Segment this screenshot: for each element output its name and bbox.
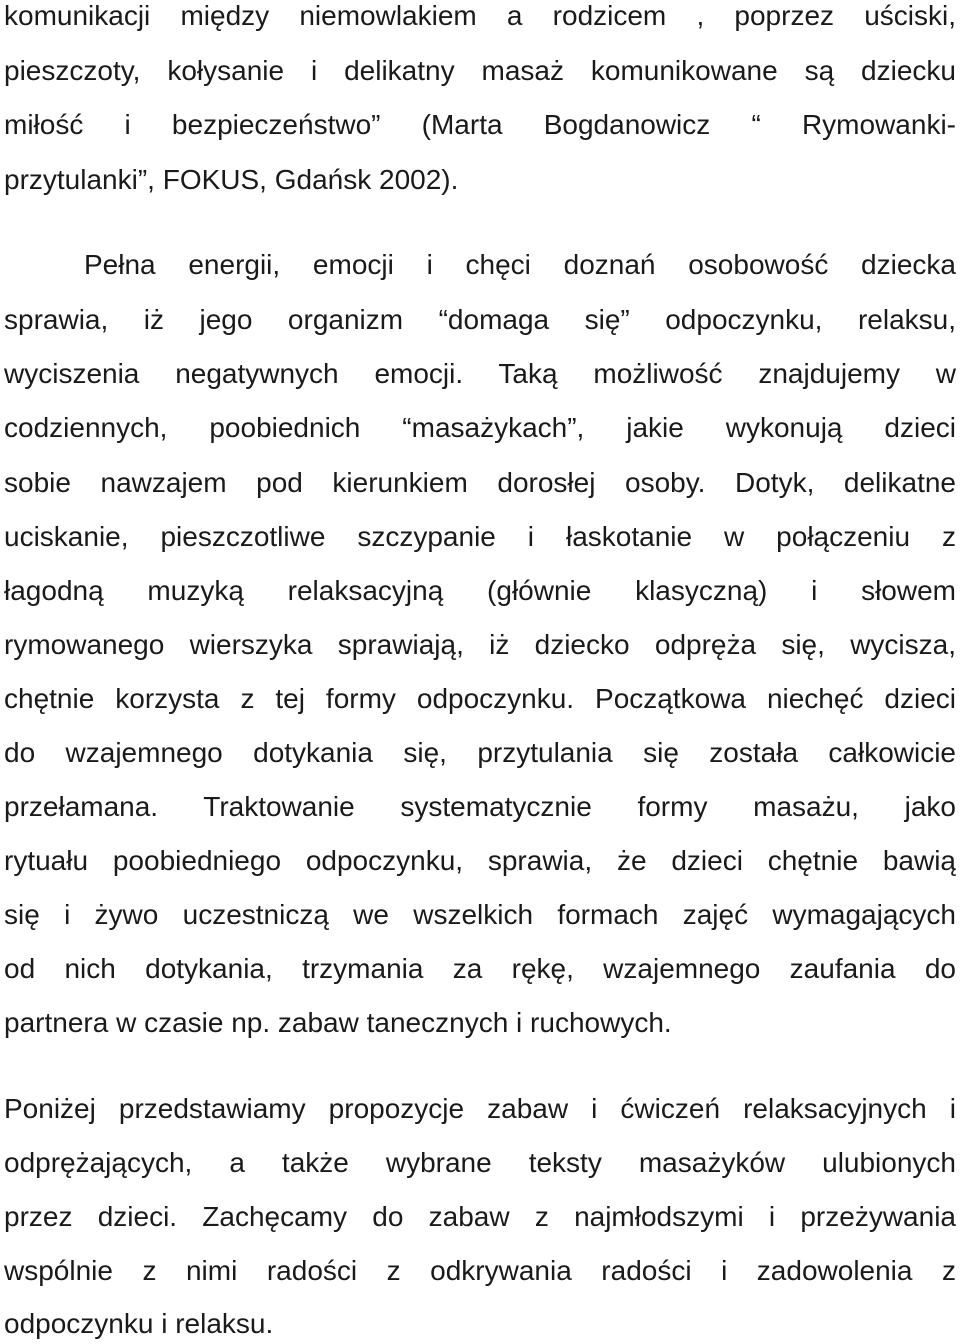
paragraph-2-line-2: sprawia, iż jego organizm “domaga się” odpoczynku, relaksu, — [4, 304, 956, 335]
paragraph-2-line-12: rytuału poobiedniego odpoczynku, sprawia, że dzieci chętnie bawią — [4, 845, 956, 876]
paragraph-2-line-5: sobie nawzajem pod kierunkiem dorosłej osoby. Dotyk, delikatne — [4, 467, 956, 498]
paragraph-2-line-6: uciskanie, pieszczotliwe szczypanie i łaskotanie w połączeniu z — [4, 521, 956, 552]
paragraph-1-line-3: miłość i bezpieczeństwo” (Marta Bogdanowicz “ Rymowanki- — [4, 109, 956, 140]
paragraph-2-line-7: łagodną muzyką relaksacyjną (głównie klasyczną) i słowem — [4, 575, 956, 606]
paragraph-3-line-1: Poniżej przedstawiamy propozycje zabaw i ćwiczeń relaksacyjnych i — [4, 1093, 956, 1124]
paragraph-2-line-11: przełamana. Traktowanie systematycznie formy masażu, jako — [4, 791, 956, 822]
paragraph-2-line-15: partnera w czasie np. zabaw tanecznych i ruchowych. — [4, 1007, 672, 1038]
paragraph-2-line-4: codziennych, poobiednich “masażykach”, jakie wykonują dzieci — [4, 412, 956, 443]
paragraph-2-line-13: się i żywo uczestniczą we wszelkich formach zajęć wymagających — [4, 899, 956, 930]
paragraph-3-line-5: odpoczynku i relaksu. — [4, 1308, 274, 1339]
paragraph-2-line-8: rymowanego wierszyka sprawiają, iż dziecko odpręża się, wycisza, — [4, 629, 956, 660]
paragraph-1-line-4: przytulanki”, FOKUS, Gdańsk 2002). — [4, 164, 459, 195]
paragraph-2-line-10: do wzajemnego dotykania się, przytulania się została całkowicie — [4, 737, 956, 768]
paragraph-3-line-2: odprężających, a także wybrane teksty masażyków ulubionych — [4, 1147, 956, 1178]
paragraph-2-line-14: od nich dotykania, trzymania za rękę, wzajemnego zaufania do — [4, 953, 956, 984]
paragraph-1-line-1: komunikacji między niemowlakiem a rodzicem , poprzez uściski, — [4, 0, 956, 31]
paragraph-2-line-3: wyciszenia negatywnych emocji. Taką możliwość znajdujemy w — [4, 358, 956, 389]
paragraph-3-line-4: wspólnie z nimi radości z odkrywania radości i zadowolenia z — [4, 1255, 956, 1286]
paragraph-3-line-3: przez dzieci. Zachęcamy do zabaw z najmłodszymi i przeżywania — [4, 1201, 956, 1232]
paragraph-1-line-2: pieszczoty, kołysanie i delikatny masaż komunikowane są dziecku — [4, 55, 956, 86]
paragraph-2-line-1: Pełna energii, emocji i chęci doznań osobowość dziecka — [84, 249, 956, 280]
paragraph-2-line-9: chętnie korzysta z tej formy odpoczynku. Początkowa niechęć dzieci — [4, 683, 956, 714]
